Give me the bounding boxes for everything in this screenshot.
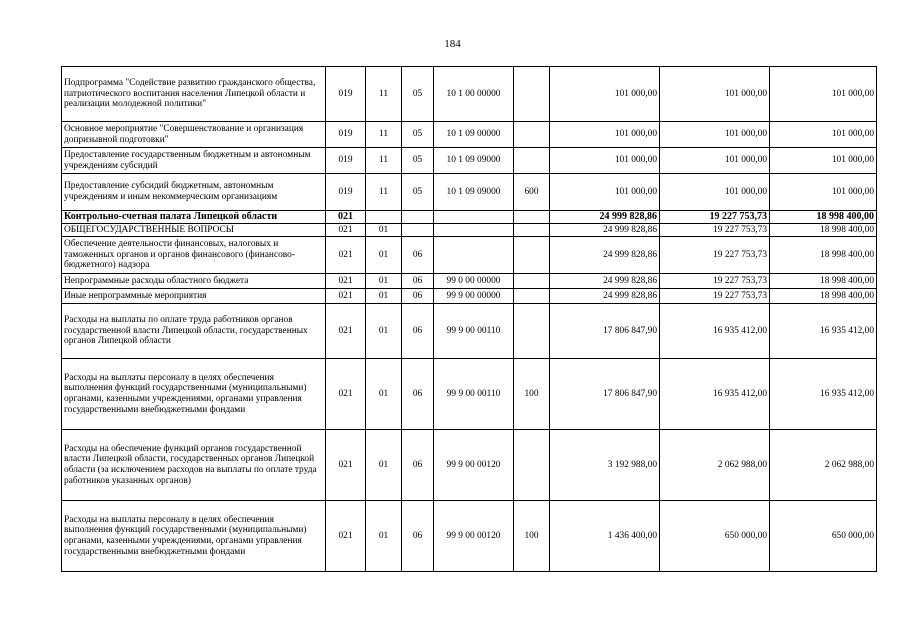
subsection-code-cell <box>402 211 434 224</box>
amount-year1-cell: 24 999 828,86 <box>550 211 660 224</box>
subsection-code-cell: 06 <box>402 289 434 304</box>
amount-year1-cell: 24 999 828,86 <box>550 237 660 274</box>
expense-kind-cell <box>514 237 550 274</box>
target-article-cell: 99 9 00 00000 <box>434 289 514 304</box>
page-number: 184 <box>444 38 461 50</box>
expense-kind-cell <box>514 211 550 224</box>
expense-kind-cell <box>514 430 550 501</box>
target-article-cell: 99 9 00 00110 <box>434 359 514 430</box>
expense-kind-cell <box>514 289 550 304</box>
target-article-cell: 99 9 00 00110 <box>434 304 514 359</box>
amount-year2-cell: 16 935 412,00 <box>660 359 770 430</box>
section-code-cell: 01 <box>366 224 402 237</box>
section-code-cell <box>366 211 402 224</box>
table-row <box>62 274 877 289</box>
table-row <box>62 122 877 148</box>
amount-year2-cell: 19 227 753,73 <box>660 211 770 224</box>
section-code-cell: 11 <box>366 67 402 122</box>
row-name-cell: Иные непрограммные мероприятия <box>62 289 326 304</box>
amount-year3-cell: 101 000,00 <box>770 122 877 148</box>
amount-year2-cell: 650 000,00 <box>660 501 770 572</box>
amount-year1-cell: 17 806 847,90 <box>550 359 660 430</box>
amount-year1-cell: 101 000,00 <box>550 174 660 211</box>
target-article-cell: 99 0 00 00000 <box>434 274 514 289</box>
row-name-cell: Обеспечение деятельности финансовых, налоговых и таможенных органов и органов финансового (финансово-бюджетного) надзора <box>62 237 326 274</box>
target-article-cell: 10 1 00 00000 <box>434 67 514 122</box>
admin-code-cell: 021 <box>326 237 366 274</box>
section-code-cell: 01 <box>366 501 402 572</box>
admin-code-cell: 021 <box>326 430 366 501</box>
section-code-cell: 01 <box>366 430 402 501</box>
target-article-cell: 99 9 00 00120 <box>434 501 514 572</box>
amount-year2-cell: 101 000,00 <box>660 174 770 211</box>
expense-kind-cell: 100 <box>514 501 550 572</box>
amount-year3-cell: 650 000,00 <box>770 501 877 572</box>
subsection-code-cell: 05 <box>402 174 434 211</box>
target-article-cell: 10 1 09 00000 <box>434 122 514 148</box>
row-name-cell: ОБЩЕГОСУДАРСТВЕННЫЕ ВОПРОСЫ <box>62 224 326 237</box>
table-row <box>62 67 877 122</box>
admin-code-cell: 021 <box>326 224 366 237</box>
amount-year2-cell: 19 227 753,73 <box>660 274 770 289</box>
amount-year3-cell: 101 000,00 <box>770 67 877 122</box>
subsection-code-cell: 06 <box>402 359 434 430</box>
admin-code-cell: 019 <box>326 174 366 211</box>
table-row <box>62 289 877 304</box>
amount-year1-cell: 17 806 847,90 <box>550 304 660 359</box>
amount-year3-cell: 18 998 400,00 <box>770 224 877 237</box>
subsection-code-cell: 05 <box>402 122 434 148</box>
subsection-code-cell: 06 <box>402 304 434 359</box>
row-name-cell: Контрольно-счетная палата Липецкой области <box>62 211 326 224</box>
amount-year1-cell: 1 436 400,00 <box>550 501 660 572</box>
budget-table <box>61 66 877 572</box>
table-row <box>62 501 877 572</box>
expense-kind-cell <box>514 274 550 289</box>
target-article-cell: 10 1 09 09000 <box>434 174 514 211</box>
table-row <box>62 304 877 359</box>
expense-kind-cell <box>514 224 550 237</box>
amount-year1-cell: 3 192 988,00 <box>550 430 660 501</box>
section-code-cell: 01 <box>366 237 402 274</box>
subsection-code-cell: 06 <box>402 430 434 501</box>
section-code-cell: 01 <box>366 274 402 289</box>
admin-code-cell: 021 <box>326 274 366 289</box>
section-code-cell: 11 <box>366 148 402 174</box>
subsection-code-cell <box>402 224 434 237</box>
admin-code-cell: 019 <box>326 67 366 122</box>
table-row <box>62 211 877 224</box>
amount-year3-cell: 18 998 400,00 <box>770 211 877 224</box>
amount-year3-cell: 101 000,00 <box>770 148 877 174</box>
expense-kind-cell <box>514 304 550 359</box>
row-name-cell: Расходы на выплаты персоналу в целях обеспечения выполнения функций государственными (муниципальными) органами, казенными учреждениями, органами управления государственными внебюджетными фондами <box>62 359 326 430</box>
amount-year3-cell: 18 998 400,00 <box>770 237 877 274</box>
admin-code-cell: 021 <box>326 289 366 304</box>
section-code-cell: 01 <box>366 304 402 359</box>
row-name-cell: Основное мероприятие "Совершенствование и организация допризывной подготовки" <box>62 122 326 148</box>
section-code-cell: 01 <box>366 359 402 430</box>
target-article-cell <box>434 224 514 237</box>
expense-kind-cell <box>514 67 550 122</box>
table-row <box>62 174 877 211</box>
amount-year2-cell: 19 227 753,73 <box>660 289 770 304</box>
amount-year1-cell: 101 000,00 <box>550 122 660 148</box>
admin-code-cell: 021 <box>326 359 366 430</box>
amount-year2-cell: 19 227 753,73 <box>660 237 770 274</box>
amount-year1-cell: 24 999 828,86 <box>550 274 660 289</box>
amount-year3-cell: 2 062 988,00 <box>770 430 877 501</box>
table-row <box>62 148 877 174</box>
row-name-cell: Предоставление государственным бюджетным и автономным учреждениям субсидий <box>62 148 326 174</box>
amount-year3-cell: 18 998 400,00 <box>770 289 877 304</box>
subsection-code-cell: 06 <box>402 237 434 274</box>
table-row <box>62 224 877 237</box>
target-article-cell <box>434 211 514 224</box>
expense-kind-cell: 100 <box>514 359 550 430</box>
expense-kind-cell <box>514 148 550 174</box>
expense-kind-cell <box>514 122 550 148</box>
amount-year1-cell: 24 999 828,86 <box>550 224 660 237</box>
subsection-code-cell: 05 <box>402 67 434 122</box>
amount-year3-cell: 16 935 412,00 <box>770 304 877 359</box>
section-code-cell: 01 <box>366 289 402 304</box>
table-row <box>62 237 877 274</box>
admin-code-cell: 021 <box>326 211 366 224</box>
admin-code-cell: 021 <box>326 304 366 359</box>
amount-year1-cell: 24 999 828,86 <box>550 289 660 304</box>
amount-year2-cell: 2 062 988,00 <box>660 430 770 501</box>
amount-year2-cell: 19 227 753,73 <box>660 224 770 237</box>
amount-year3-cell: 18 998 400,00 <box>770 274 877 289</box>
table-row <box>62 359 877 430</box>
row-name-cell: Расходы на обеспечение функций органов государственной власти Липецкой области, государственных органов Липецкой области (за исключением расходов на выплаты по оплате труда работников указанных органов) <box>62 430 326 501</box>
target-article-cell <box>434 237 514 274</box>
section-code-cell: 11 <box>366 122 402 148</box>
expense-kind-cell: 600 <box>514 174 550 211</box>
amount-year3-cell: 16 935 412,00 <box>770 359 877 430</box>
subsection-code-cell: 06 <box>402 501 434 572</box>
amount-year2-cell: 101 000,00 <box>660 148 770 174</box>
admin-code-cell: 019 <box>326 122 366 148</box>
target-article-cell: 10 1 09 09000 <box>434 148 514 174</box>
amount-year2-cell: 101 000,00 <box>660 122 770 148</box>
amount-year1-cell: 101 000,00 <box>550 67 660 122</box>
target-article-cell: 99 9 00 00120 <box>434 430 514 501</box>
amount-year3-cell: 101 000,00 <box>770 174 877 211</box>
row-name-cell: Предоставление субсидий бюджетным, автономным учреждениям и иным некоммерческим организациям <box>62 174 326 211</box>
admin-code-cell: 019 <box>326 148 366 174</box>
table-row <box>62 430 877 501</box>
row-name-cell: Расходы на выплаты персоналу в целях обеспечения выполнения функций государственными (муниципальными) органами, казенными учреждениями, органами управления государственными внебюджетными фондами <box>62 501 326 572</box>
amount-year2-cell: 16 935 412,00 <box>660 304 770 359</box>
row-name-cell: Непрограммные расходы областного бюджета <box>62 274 326 289</box>
subsection-code-cell: 06 <box>402 274 434 289</box>
admin-code-cell: 021 <box>326 501 366 572</box>
amount-year2-cell: 101 000,00 <box>660 67 770 122</box>
subsection-code-cell: 05 <box>402 148 434 174</box>
amount-year1-cell: 101 000,00 <box>550 148 660 174</box>
table-body <box>62 67 877 572</box>
row-name-cell: Подпрограмма "Содействие развитию гражданского общества, патриотического воспитания населения Липецкой области и реализации молодежной политики" <box>62 67 326 122</box>
section-code-cell: 11 <box>366 174 402 211</box>
row-name-cell: Расходы на выплаты по оплате труда работников органов государственной власти Липецкой области, государственных органов Липецкой области <box>62 304 326 359</box>
